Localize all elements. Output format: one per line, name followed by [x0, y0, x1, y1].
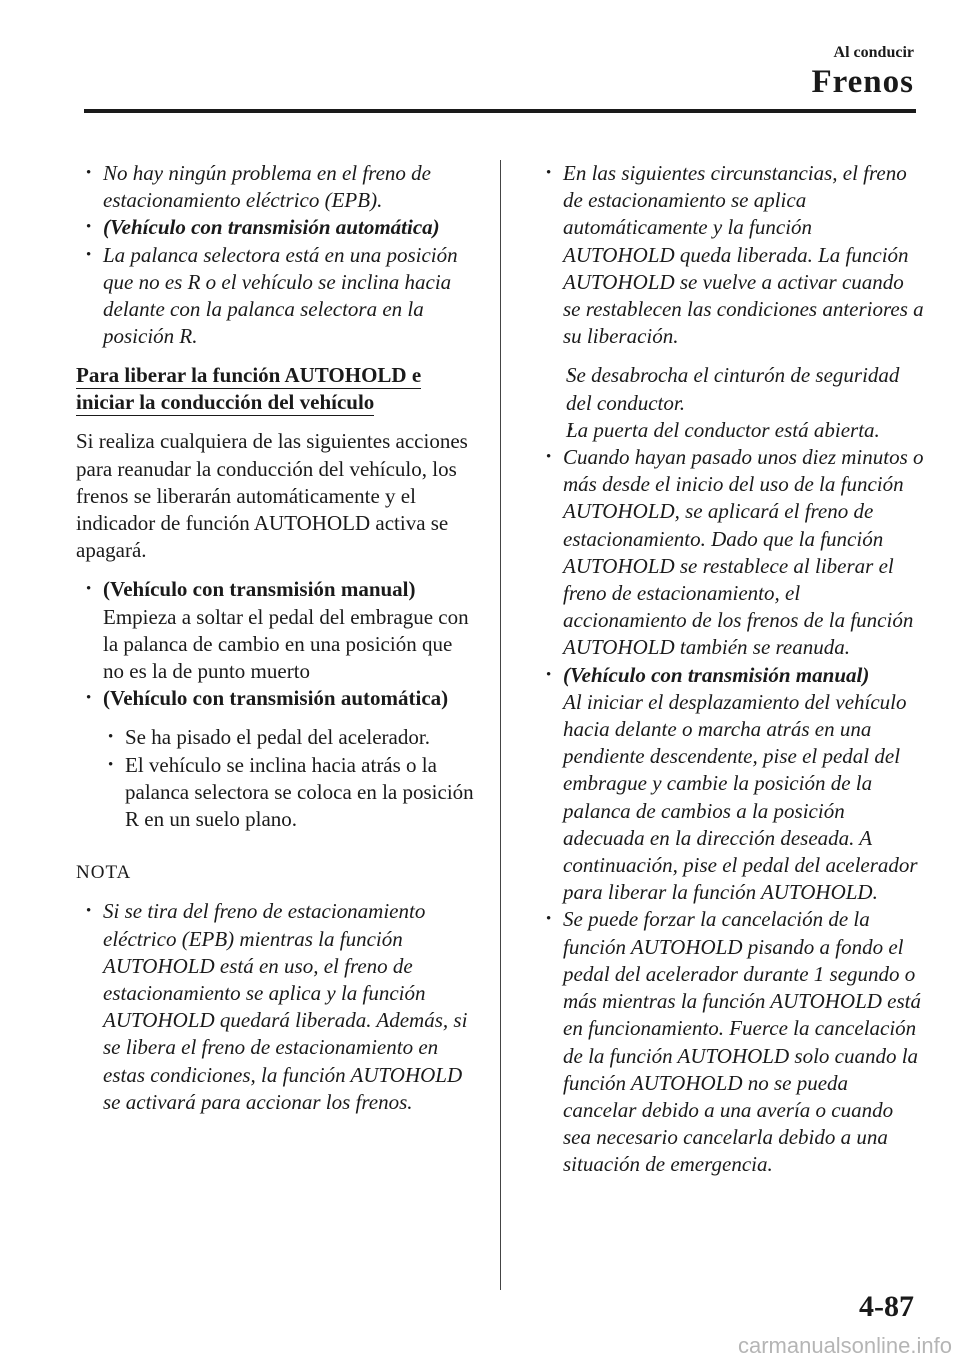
- section-label: Al conducir: [833, 44, 914, 61]
- section-title: Frenos: [811, 64, 914, 100]
- nota-bullet: • Si se tira del freno de estacionamiento eléctrico (EPB) mientras la función AUTOHOLD está en uso, el freno de estacionamiento se aplica y la función AUTOHOLD quedará liberada. Además, si se libera el freno de estacionamiento en estas condiciones, la función AUTOHOLD se activará para accionar los frenos.: [76, 898, 476, 1116]
- watermark: carmanualsonline.info: [737, 1333, 952, 1358]
- nota-label: NOTA: [76, 862, 132, 884]
- automatic-condition-span: La palanca selectora está en una posición que no es R o el vehículo se inclina hacia delante con la palanca selectora en la posición R.: [103, 242, 458, 349]
- left-column: [76, 160, 476, 1116]
- release-paragraph: Si realiza cualquiera de las siguientes acciones para reanudar la conducción del vehículo, los frenos se liberarán automáticamente y el indicador de función AUTOHOLD activa se apagará.: [76, 429, 468, 563]
- right-column: [536, 160, 926, 1179]
- sub-bullet-accelerator: • Se ha pisado el pedal del acelerador.: [76, 724, 476, 751]
- column-divider: [500, 160, 501, 1290]
- manual-slope-text: Al iniciar el desplazamiento del vehículo hacia delante o marcha atrás en una pendiente descendente, pise el pedal del embrague y cambie la posición de la palanca de cambios a la posición adecuada en la dirección deseada. A continuación, pise el pedal del acelerador para liberar la función AUTOHOLD.: [563, 689, 918, 905]
- sub-bullet-incline: • El vehículo se inclina hacia atrás o la palanca selectora se coloca en la posición R en un suelo plano.: [76, 752, 476, 834]
- bullet-automatic-title-2: • (Vehículo con transmisión automática): [76, 685, 476, 712]
- bullet-automatic-title: • (Vehículo con transmisión automática): [76, 214, 476, 241]
- page-number: 4-87: [859, 1290, 914, 1323]
- bullet-manual-title-right: • (Vehículo con transmisión manual): [536, 662, 926, 689]
- section-heading-text: Para liberar la función AUTOHOLD e iniciar la conducción del vehículo: [76, 363, 422, 415]
- bullet-auto-apply-intro: • En las siguientes circunstancias, el freno de estacionamiento se aplica automáticamente y la función AUTOHOLD queda liberada. La función AUTOHOLD se vuelve a activar cuando se restablecen las condiciones anteriores a su liberación.: [536, 160, 926, 350]
- sub-bullet-seatbelt: • Se desabrocha el cinturón de seguridad del conductor.: [536, 362, 926, 416]
- bullet-epb-no-problem: • No hay ningún problema en el freno de estacionamiento eléctrico (EPB).: [76, 160, 476, 214]
- manual-release-text: Empieza a soltar el pedal del embrague con la palanca de cambio en una posición que no es la de punto muerto: [103, 604, 469, 684]
- bullet-ten-minutes: • Cuando hayan pasado unos diez minutos o más desde el inicio del uso de la función AUTOHOLD, se aplicará el freno de estacionamiento. Dado que la función AUTOHOLD se restablece al liberar el freno de estacionamiento, el accionamiento de los frenos de la función AUTOHOLD también se reanuda.: [536, 444, 926, 662]
- header-rule: [84, 109, 916, 113]
- section-heading: [76, 362, 476, 416]
- sub-bullet-door: • La puerta del conductor está abierta.: [536, 417, 926, 444]
- bullet-force-cancel: • Se puede forzar la cancelación de la función AUTOHOLD pisando a fondo el pedal del acelerador durante 1 segundo o más mientras la función AUTOHOLD está en funcionamiento. Fuerce la cancelación de la función AUTOHOLD solo cuando la función AUTOHOLD no se pueda cancelar debido a una avería o cuando sea necesario cancelarla debido a una situación de emergencia.: [536, 906, 926, 1178]
- automatic-condition-text: [76, 242, 476, 351]
- bullet-manual-title: • (Vehículo con transmisión manual): [76, 576, 476, 603]
